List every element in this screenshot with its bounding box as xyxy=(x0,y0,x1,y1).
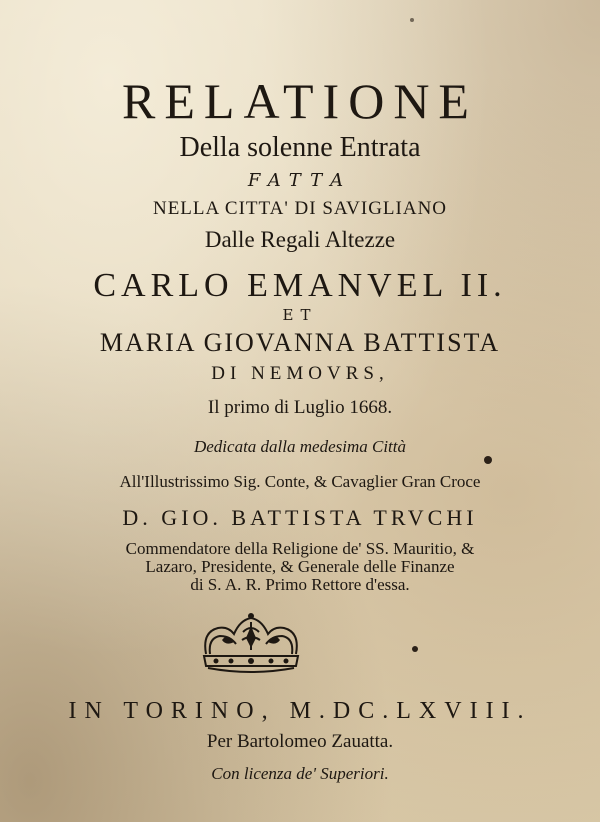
duke-name: CARLO EMANVEL II. xyxy=(93,267,507,304)
dedication-line: Dedicata dalla medesima Città xyxy=(193,437,406,456)
dedicatee-title-line: di S. A. R. Primo Rettore d'essa. xyxy=(190,575,410,594)
license-line: Con licenza de' Superiori. xyxy=(211,764,389,783)
addressee-line: All'Illustrissimo Sig. Conte, & Cavaglier Gran Croce xyxy=(119,472,481,491)
by-line: Dalle Regali Altezze xyxy=(204,227,396,252)
ink-spot xyxy=(410,18,414,22)
main-title: RELATIONE xyxy=(122,73,478,129)
dedicatee-name: D. GIO. BATTISTA TRVCHI xyxy=(122,505,478,530)
fatta-line: FATTA xyxy=(247,170,353,191)
city-line: NELLA CITTA' DI SAVIGLIANO xyxy=(152,198,448,219)
subtitle: Della solenne Entrata xyxy=(179,132,421,163)
crown-icon xyxy=(198,610,304,676)
ink-spot xyxy=(412,646,418,652)
duchess-name: MARIA GIOVANNA BATTISTA xyxy=(99,328,501,357)
ink-spot xyxy=(484,456,492,464)
date-line: Il primo di Luglio 1668. xyxy=(207,397,393,418)
imprint-place: IN TORINO, M.DC.LXVIII. xyxy=(68,698,532,724)
conjunction: ET xyxy=(282,306,318,324)
duchess-house: DI NEMOVRS, xyxy=(211,363,389,384)
printer-line: Per Bartolomeo Zauatta. xyxy=(206,731,394,752)
dedicatee-title-line: Lazaro, Presidente, & Generale delle Finanze xyxy=(145,557,455,576)
dedicatee-title-line: Commendatore della Religione de' SS. Mauritio, & xyxy=(125,539,475,558)
dedicatee-titles xyxy=(0,540,600,594)
